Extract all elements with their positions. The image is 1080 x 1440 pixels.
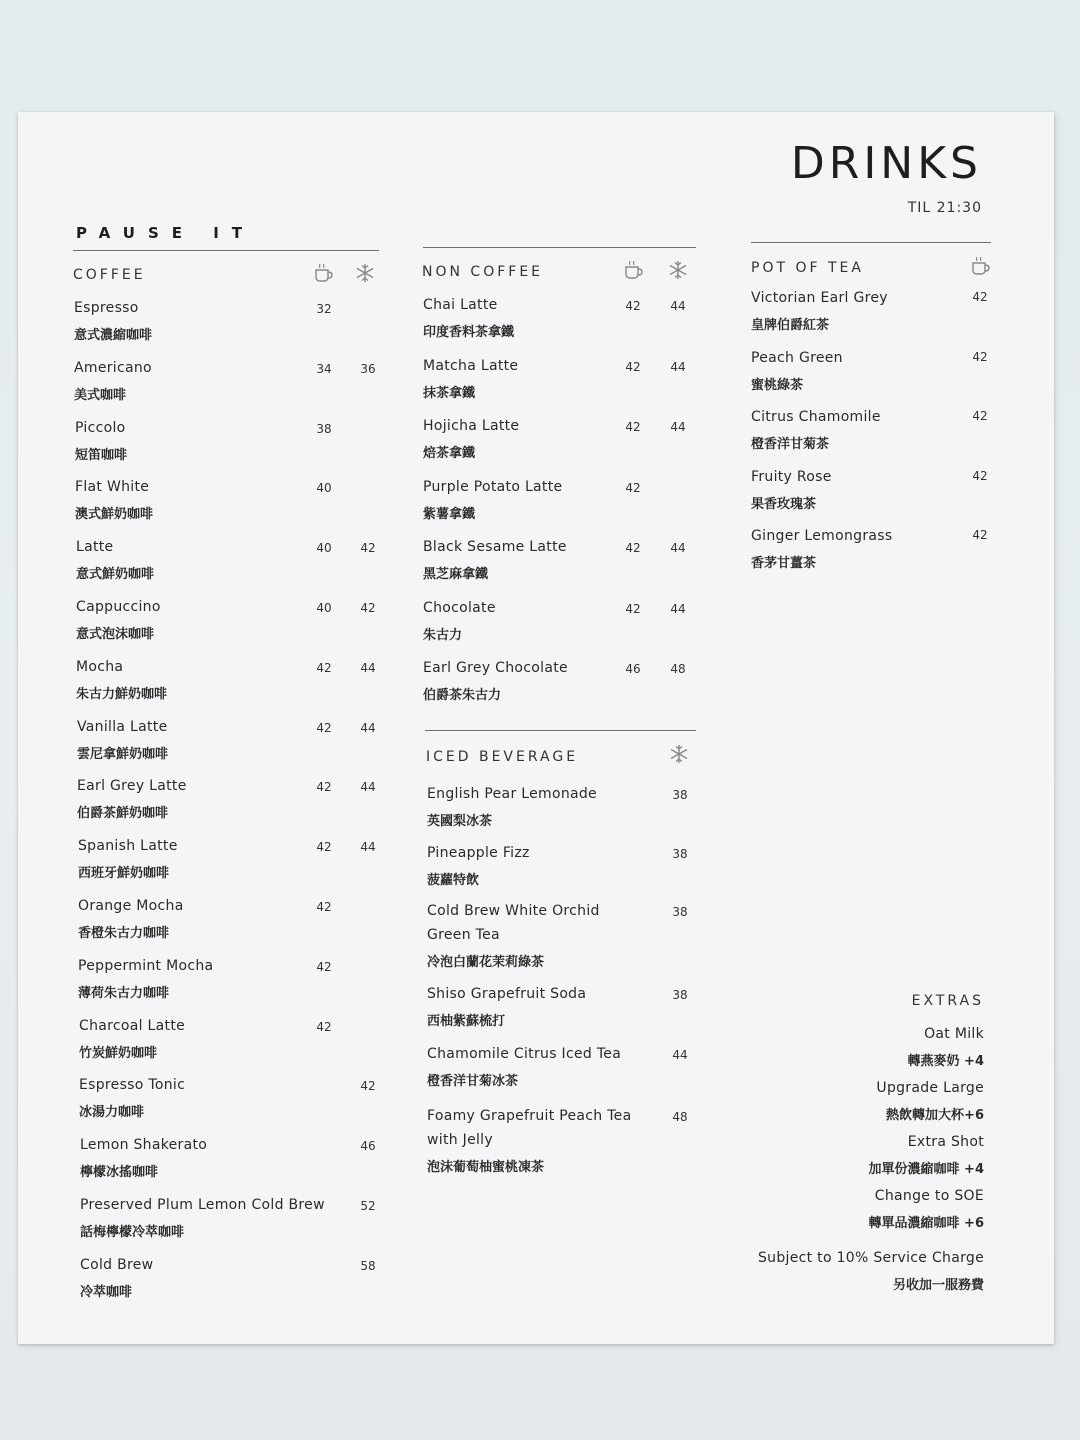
non-coffee-hot-price: 42 bbox=[625, 541, 641, 555]
extra-item-name: Change to SOE bbox=[874, 1188, 984, 1204]
non-coffee-item-name-zh: 朱古力 bbox=[423, 627, 463, 643]
non-coffee-item-name: Hojicha Latte bbox=[423, 418, 520, 434]
iced-beverage-divider bbox=[425, 730, 696, 731]
coffee-item-name-zh: 檸檬冰搖咖啡 bbox=[80, 1165, 159, 1181]
extra-item-name-zh: 轉單品濃縮咖啡 +6 bbox=[868, 1216, 984, 1231]
coffee-item-name: Piccolo bbox=[75, 419, 126, 436]
coffee-iced-price: 36 bbox=[360, 361, 376, 376]
coffee-hot-price: 42 bbox=[316, 720, 332, 735]
coffee-item-name: Lemon Shakerato bbox=[80, 1137, 208, 1154]
extras-heading: EXTRAS bbox=[911, 993, 984, 1009]
tea-item-name-zh: 香茅甘薑茶 bbox=[751, 556, 817, 571]
coffee-hot-price: 40 bbox=[316, 601, 332, 615]
coffee-divider bbox=[73, 250, 379, 251]
non-coffee-item-name-zh: 伯爵茶朱古力 bbox=[423, 688, 502, 703]
iced-item-name-zh: 泡沫葡萄柚蜜桃凍茶 bbox=[427, 1160, 545, 1175]
non-coffee-hot-price: 42 bbox=[625, 359, 641, 374]
coffee-hot-price: 42 bbox=[316, 780, 332, 795]
coffee-item-name: Peppermint Mocha bbox=[78, 957, 214, 974]
non-coffee-item-name: Matcha Latte bbox=[423, 357, 519, 374]
coffee-hot-price: 40 bbox=[316, 481, 332, 496]
coffee-hot-price: 42 bbox=[316, 840, 332, 855]
coffee-item-name: Latte bbox=[76, 539, 114, 556]
coffee-item-name-zh: 意式鮮奶咖啡 bbox=[76, 567, 155, 583]
coffee-iced-price: 44 bbox=[360, 660, 376, 675]
coffee-item-name-zh: 西班牙鮮奶咖啡 bbox=[78, 866, 170, 882]
non-coffee-hot-price: 42 bbox=[625, 601, 641, 616]
coffee-heading: COFFEE bbox=[73, 267, 146, 283]
coffee-item-name-zh: 短笛咖啡 bbox=[75, 447, 128, 463]
iced-item-name-zh: 冷泡白蘭花茉莉綠茶 bbox=[427, 955, 545, 970]
extra-item-name: Upgrade Large bbox=[876, 1080, 984, 1096]
coffee-item-name-zh: 香橙朱古力咖啡 bbox=[78, 926, 170, 941]
iced-item-name: Chamomile Citrus Iced Tea bbox=[427, 1046, 622, 1062]
tea-item-name-zh: 果香玫瑰茶 bbox=[751, 496, 817, 512]
snowflake-icon bbox=[667, 259, 689, 281]
coffee-item-name-zh: 美式咖啡 bbox=[74, 387, 127, 403]
coffee-item-name-zh: 冷萃咖啡 bbox=[80, 1284, 133, 1300]
coffee-iced-price: 44 bbox=[360, 840, 376, 855]
iced-item-name: Pineapple Fizz bbox=[427, 845, 530, 861]
tea-price: 42 bbox=[972, 349, 988, 364]
pot-of-tea-heading: POT OF TEA bbox=[751, 260, 864, 276]
coffee-item-name-zh: 冰湯力咖啡 bbox=[79, 1105, 145, 1121]
tea-item-name-zh: 橙香洋甘菊茶 bbox=[751, 437, 830, 452]
service-charge-note: Subject to 10% Service Charge bbox=[758, 1250, 984, 1266]
coffee-item-name: Charcoal Latte bbox=[79, 1017, 186, 1034]
extra-item-name-zh: 加單份濃縮咖啡 +4 bbox=[868, 1162, 984, 1177]
coffee-item-name: Espresso bbox=[74, 300, 139, 316]
non-coffee-iced-price: 44 bbox=[670, 541, 686, 555]
non-coffee-iced-price: 44 bbox=[670, 420, 686, 434]
tea-item-name-zh: 皇牌伯爵紅茶 bbox=[751, 318, 830, 333]
non-coffee-item-name: Chai Latte bbox=[423, 297, 498, 313]
coffee-item-name-zh: 意式濃縮咖啡 bbox=[74, 328, 153, 343]
non-coffee-iced-price: 48 bbox=[670, 662, 686, 676]
non-coffee-iced-price: 44 bbox=[670, 359, 686, 374]
non-coffee-hot-price: 42 bbox=[625, 480, 641, 495]
coffee-hot-price: 42 bbox=[316, 1019, 332, 1034]
non-coffee-hot-price: 42 bbox=[625, 299, 641, 313]
non-coffee-item-name-zh: 黑芝麻拿鐵 bbox=[423, 567, 489, 582]
coffee-iced-price: 46 bbox=[360, 1139, 376, 1154]
coffee-item-name: Cold Brew bbox=[80, 1256, 154, 1273]
non-coffee-item-name: Earl Grey Chocolate bbox=[423, 660, 568, 676]
non-coffee-item-name-zh: 印度香料茶拿鐵 bbox=[423, 325, 515, 340]
coffee-item-name: Vanilla Latte bbox=[77, 718, 168, 735]
iced-item-name-zh: 菠蘿特飲 bbox=[427, 873, 480, 888]
extra-item-name-zh: 轉燕麥奶 +4 bbox=[907, 1054, 984, 1069]
non-coffee-item-name: Purple Potato Latte bbox=[423, 478, 563, 495]
tea-item-name: Fruity Rose bbox=[751, 468, 832, 485]
non-coffee-item-name-zh: 紫薯拿鐵 bbox=[423, 506, 476, 522]
tea-item-name: Citrus Chamomile bbox=[751, 409, 881, 425]
coffee-item-name: Earl Grey Latte bbox=[77, 778, 187, 795]
coffee-hot-price: 32 bbox=[316, 302, 332, 316]
coffee-item-name-zh: 意式泡沫咖啡 bbox=[76, 627, 155, 642]
coffee-item-name: Orange Mocha bbox=[78, 898, 184, 914]
coffee-hot-price: 40 bbox=[316, 541, 332, 556]
iced-item-name: English Pear Lemonade bbox=[427, 786, 597, 802]
iced-item-name-zh: 西柚紫蘇梳打 bbox=[427, 1014, 506, 1029]
non-coffee-item-name-zh: 焙茶拿鐵 bbox=[423, 446, 476, 461]
non-coffee-hot-price: 46 bbox=[625, 662, 641, 676]
menu-title: DRINKS bbox=[790, 138, 982, 189]
tea-price: 42 bbox=[972, 528, 988, 542]
non-coffee-item-name-zh: 抹茶拿鐵 bbox=[423, 385, 476, 401]
pot-of-tea-divider bbox=[751, 242, 991, 243]
iced-price: 38 bbox=[672, 847, 688, 861]
snowflake-icon bbox=[668, 743, 690, 765]
coffee-hot-price: 38 bbox=[316, 421, 332, 436]
snowflake-icon bbox=[354, 262, 376, 284]
iced-price: 48 bbox=[672, 1110, 688, 1124]
coffee-item-name: Flat White bbox=[75, 479, 150, 496]
brand-name: PAUSE IT bbox=[76, 224, 256, 242]
coffee-item-name: Espresso Tonic bbox=[79, 1077, 186, 1094]
tea-item-name: Peach Green bbox=[751, 349, 843, 366]
coffee-item-name-zh: 雲尼拿鮮奶咖啡 bbox=[77, 746, 169, 762]
coffee-hot-price: 42 bbox=[316, 660, 332, 675]
coffee-item-name: Spanish Latte bbox=[78, 838, 178, 855]
non-coffee-iced-price: 44 bbox=[670, 299, 686, 313]
coffee-item-name-zh: 話梅檸檬冷萃咖啡 bbox=[80, 1225, 185, 1240]
iced-price: 44 bbox=[672, 1048, 688, 1062]
iced-item-name-line2: Green Tea bbox=[427, 927, 500, 943]
iced-item-name-zh: 英國梨冰茶 bbox=[427, 814, 493, 829]
coffee-item-name-zh: 伯爵茶鮮奶咖啡 bbox=[77, 806, 169, 822]
iced-item-name: Foamy Grapefruit Peach Tea bbox=[427, 1108, 632, 1124]
non-coffee-item-name: Chocolate bbox=[423, 599, 496, 616]
coffee-iced-price: 58 bbox=[360, 1258, 376, 1273]
iced-item-name-zh: 橙香洋甘菊冰茶 bbox=[427, 1074, 519, 1089]
coffee-item-name: Preserved Plum Lemon Cold Brew bbox=[80, 1197, 325, 1213]
coffee-hot-price: 34 bbox=[316, 361, 332, 376]
non-coffee-iced-price: 44 bbox=[670, 601, 686, 616]
tea-item-name: Victorian Earl Grey bbox=[751, 290, 888, 306]
menu-card bbox=[18, 112, 1054, 1344]
non-coffee-hot-price: 42 bbox=[625, 420, 641, 434]
coffee-iced-price: 44 bbox=[360, 720, 376, 735]
tea-price: 42 bbox=[972, 290, 988, 304]
coffee-iced-price: 52 bbox=[360, 1199, 376, 1213]
hot-cup-icon bbox=[623, 259, 645, 281]
coffee-item-name: Cappuccino bbox=[76, 599, 161, 615]
tea-item-name-zh: 蜜桃綠茶 bbox=[751, 377, 804, 393]
hot-cup-icon bbox=[313, 262, 335, 284]
iced-item-name: Shiso Grapefruit Soda bbox=[427, 986, 587, 1002]
service-charge-note-zh: 另收加一服務費 bbox=[892, 1278, 984, 1293]
coffee-iced-price: 44 bbox=[360, 780, 376, 795]
iced-price: 38 bbox=[672, 905, 688, 919]
opening-hours: TIL 21:30 bbox=[907, 200, 982, 216]
tea-item-name: Ginger Lemongrass bbox=[751, 528, 893, 544]
iced-beverage-heading: ICED BEVERAGE bbox=[426, 749, 579, 765]
hot-cup-icon bbox=[970, 255, 992, 277]
coffee-item-name: Americano bbox=[74, 359, 152, 376]
iced-price: 38 bbox=[672, 988, 688, 1002]
coffee-item-name-zh: 朱古力鮮奶咖啡 bbox=[76, 686, 168, 702]
coffee-hot-price: 42 bbox=[316, 959, 332, 974]
tea-price: 42 bbox=[972, 468, 988, 483]
coffee-hot-price: 42 bbox=[316, 900, 332, 914]
iced-item-name-line2: with Jelly bbox=[427, 1132, 493, 1148]
iced-item-name: Cold Brew White Orchid bbox=[427, 903, 600, 919]
extra-item-name-zh: 熱飲轉加大杯+6 bbox=[886, 1108, 984, 1123]
iced-price: 38 bbox=[672, 788, 688, 802]
coffee-iced-price: 42 bbox=[360, 541, 376, 556]
tea-price: 42 bbox=[972, 409, 988, 423]
non-coffee-divider bbox=[423, 247, 696, 248]
extra-item-name: Extra Shot bbox=[907, 1134, 984, 1150]
coffee-item-name-zh: 薄荷朱古力咖啡 bbox=[78, 985, 170, 1001]
coffee-item-name: Mocha bbox=[76, 658, 124, 675]
extra-item-name: Oat Milk bbox=[924, 1026, 984, 1042]
coffee-iced-price: 42 bbox=[360, 1079, 376, 1094]
non-coffee-item-name: Black Sesame Latte bbox=[423, 539, 567, 555]
coffee-item-name-zh: 澳式鮮奶咖啡 bbox=[75, 507, 154, 523]
coffee-iced-price: 42 bbox=[360, 601, 376, 615]
non-coffee-heading: NON COFFEE bbox=[422, 264, 544, 280]
coffee-item-name-zh: 竹炭鮮奶咖啡 bbox=[79, 1045, 158, 1061]
